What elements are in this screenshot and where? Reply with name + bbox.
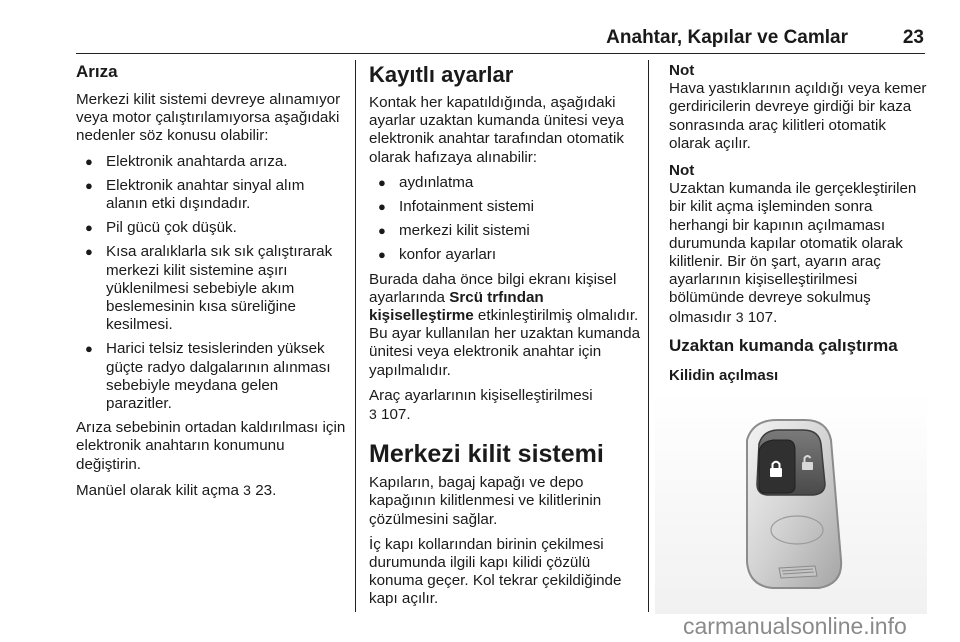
settings-paragraph: Burada daha önce bilgi ekranı kişisel ayarlarında Srcü trfından kişiselleştirme etkinleştirilmiş olmalıdır. Bu ayar kullanılan her uzaktan kumanda ünitesi veya elektronik anahtar için yapılmalıdır. — [369, 270, 641, 379]
page-number: 23 — [902, 27, 924, 48]
column-right — [669, 62, 927, 393]
heading-merkezi-kilit: Merkezi kilit sistemi — [369, 440, 604, 469]
page-ref-link[interactable]: 107. — [381, 406, 411, 424]
list-item: ● merkezi kilit sistemi — [369, 222, 641, 240]
page-header — [0, 0, 960, 56]
note-label: Not — [669, 62, 695, 79]
ariza-intro: Merkezi kilit sistemi devreye alınamıyor veya motor çalıştırılamıyorsa aşağıdaki nedenler söz konusu olabilir: — [76, 91, 341, 145]
list-item: ● Kısa aralıklarla sık sık çalıştırarak merkezi kilit sistemine aşırı yüklenilmesi sebebiyle akım beslemesinin kısa süreliğine kesilmesi. — [76, 243, 348, 334]
watermark: carmanualsonline.info — [683, 613, 907, 639]
note-text: Hava yastıklarının açıldığı veya kemer gerdiricilerin devreye girdiği bir kaza sonrasında araç kilitleri otomatik olarak açılır. — [669, 80, 927, 152]
list-item: ● Harici telsiz tesislerinden yüksek güçte radyo dalgalarının alınması sebebiyle meydana gelen parazitler. — [76, 340, 348, 413]
personalization-reference: Araç ayarlarının kişiselleştirilmesi 3 107. — [369, 386, 593, 424]
note-airbag — [669, 62, 927, 153]
menu-option-label: Srcü trfından kişiselleştirme — [369, 288, 544, 325]
heading-remote-control: Uzaktan kumanda çalıştırma — [669, 335, 898, 355]
ariza-bullet-list — [76, 153, 348, 414]
note-label: Not — [669, 162, 695, 180]
list-item: ● Elektronik anahtarda arıza. — [76, 153, 348, 171]
column-left — [76, 62, 348, 507]
settings-intro: Kontak her kapatıldığında, aşağıdaki ayarlar uzaktan kumanda ünitesi veya elektronik anahtar tarafından otomatik olarak hafızaya alınabilir: — [369, 94, 624, 166]
page-ref-arrow-icon: 3 — [369, 406, 377, 423]
column-divider-2 — [648, 60, 649, 612]
list-item: ● Infotainment sistemi — [369, 198, 641, 216]
list-item: ● konfor ayarları — [369, 246, 641, 264]
settings-bullet-list — [369, 174, 641, 265]
section-title: Anahtar, Kapılar ve Camlar — [606, 27, 848, 48]
key-fob-illustration — [655, 392, 927, 614]
page-ref-link[interactable]: 23. — [255, 481, 277, 499]
ariza-paragraph: Arıza sebebinin ortadan kaldırılması için elektronik anahtarın konumunu değiştirin. — [76, 419, 346, 473]
page-ref-arrow-icon: 3 — [243, 481, 251, 498]
page-ref-link[interactable]: 107. — [747, 308, 778, 326]
page-ref-arrow-icon: 3 — [735, 308, 744, 325]
list-item: ● Elektronik anahtar sinyal alım alanın etki dışındadır. — [76, 177, 348, 213]
column-middle — [369, 62, 641, 616]
heading-ariza: Arıza — [76, 62, 118, 81]
list-item: ● Pil gücü çok düşük. — [76, 219, 348, 237]
central-lock-paragraph: Kapıların, bagaj kapağı ve depo kapağının kilitlenmesi ve kilitlerinin çözülmesini sağlar. — [369, 474, 602, 528]
subheading-unlock: Kilidin açılması — [669, 366, 779, 384]
note-autolock — [669, 162, 927, 327]
list-item: ● aydınlatma — [369, 174, 641, 192]
manual-unlock-reference: Manüel olarak kilit açma 3 23. — [76, 481, 277, 499]
column-divider-1 — [355, 60, 356, 612]
door-handle-paragraph: İç kapı kollarından birinin çekilmesi durumunda ilgili kapı kilidi çözülü konuma geçer. Kol tekrar çekildiğinde kapı açılır. — [369, 535, 622, 608]
header-divider — [76, 53, 925, 54]
note-text: Uzaktan kumanda ile gerçekleştirilen bir kilit açma işleminden sonra herhangi bir kapının açılmaması durumunda kapılar otomatik olarak kilitlenir. Bir ön şart, ayarın araç ayarlarının kişiselleştirilmesi bölümünde devreye sokulmuş olmasıdır — [669, 180, 917, 326]
heading-kayitli-ayarlar: Kayıtlı ayarlar — [369, 62, 514, 87]
